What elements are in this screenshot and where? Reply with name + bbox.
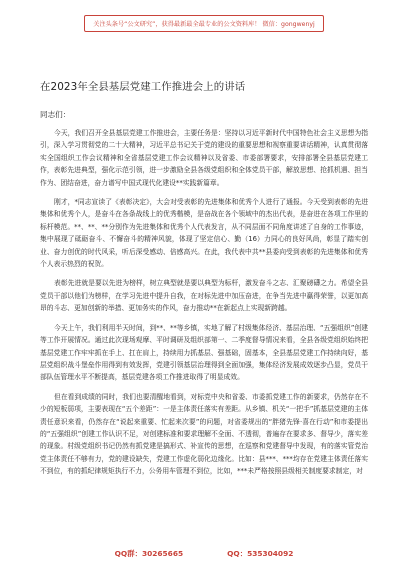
- paragraph: 刚才，*同志宣读了《表彰决定》，大会对受表彰的先进集体和优秀个人进行了通报。今天受到表彰的先进集体和优秀个人，是奋斗在各条战线上的优秀楷模，是奋战在各个领域中的杰出代表，是奋进在各项工作里的标杆模范。**、**、**分别作为先进集体和优秀个人代表发言，从不同层面不同角度讲述了自身的工作事迹，集中展现了砥砺奋斗、不懈奋斗的精神风貌，体现了坚定信心、勤（16）力同心的良好风尚，彰显了踏实创业、奋力创优的时代风采，听后深受感动、倍感高兴。在此，我代表中共**县委向受到表彰的先进集体和优秀个人表示热烈的祝贺。: [40, 198, 368, 269]
- greeting: 同志们：: [40, 110, 71, 119]
- footer: [0, 548, 408, 566]
- paragraph: 今天上午，我们利用半天时间，到**、**等乡镇，实地了解了村级集体经济、基层治理、“五强组织”创建等工作开展情况。通过此次现场观摩、平时调研及组织部第一、二季度督导情况来看，全县各级党组织始终把基层党建工作牢牢抓在手上、扛在肩上，持续用力抓基层、强基础，固基本，全县基层党建工作持续向好，基层党组织战斗堡垒作用得到有效发挥，党建引领基层治理得到全面加强，集体经济发展成效逐步凸显，党员干部队伍管理水平不断提高，基层党建各项工作推进取得了明显成效。: [40, 323, 368, 382]
- top-banner: [0, 0, 408, 46]
- document-title: 在2023年全县基层党建工作推进会上的讲话: [40, 81, 246, 93]
- paragraph: 表彰先进就是要以先进为榜样，树立典型就是要以典型为标杆，激发奋斗之志、汇聚磅礴之力。希望全县党员干部以他们为榜样，在学习先进中提升自我，在对标先进中加压奋进，在争当先进中赢得荣誉，以更加高昂的斗志、更加创新的举措、更加务实的作风，奋力推动**在新起点上实现新跨越。: [40, 279, 368, 313]
- paragraph: 但在看到成绩的同时，我们也要清醒地看到，对标党中央和省委、市委抓党建工作的新要求，仍然存在不少的短板弱项，主要表现在“五个差距”：一是主体责任落实有差距。从乡镇、机关“一把手”抓基层党建的主体责任意识来看，仍然存在“说起来重要、忙起来次要”的问题，对省委规出的“胖猪先锋·喜在行动”和市委提出的“五强组织”创建工作认识不足，对创建标准和要求理解不全面、不透彻，普遍存在要求多、督导少，落实差的现象。村级党组织书记仍然有抓党建是搞形式、补宣传的思想，在巡察和党建督导中发现，有的落实管党治党主体责任不够有力，党的建设缺失，党建工作虚化弱化边缘化。比如：县***、***均存在党建主体责任落实不到位，有的抓纪律规矩执行不力，公务用车管理不到位，比如，***未严格按照县级相关制度要求制定，对: [40, 392, 368, 476]
- footer-qq-group: QQ群：30265665: [114, 549, 184, 558]
- footer-qq: QQ：535304092: [227, 549, 294, 558]
- banner-notice: 关注头条号“公文研究”，获得最新最全最专业的公文资料库！ 微信：gongwenyj: [84, 15, 324, 32]
- document-page: [40, 46, 368, 546]
- paragraph: 今天，我们召开全县基层党建工作推进会，主要任务是：坚持以习近平新时代中国特色社会主义思想为指引，深入学习贯彻党的二十大精神，习近平总书记关于党的建设的重要思想和视察重要讲话精神，认真贯彻落实全国组织工作会议精神和全省基层党建工作会议精神以及省委、市委部署要求，安排部署全县基层党建工作，表彰先进典型，强化示范引领，进一步激励全县各级党组织和全体党员干部，解放思想、抢抓机遇、担当作为、团结奋进，奋力谱写中国式现代化建设**实践新篇章。: [40, 129, 368, 187]
